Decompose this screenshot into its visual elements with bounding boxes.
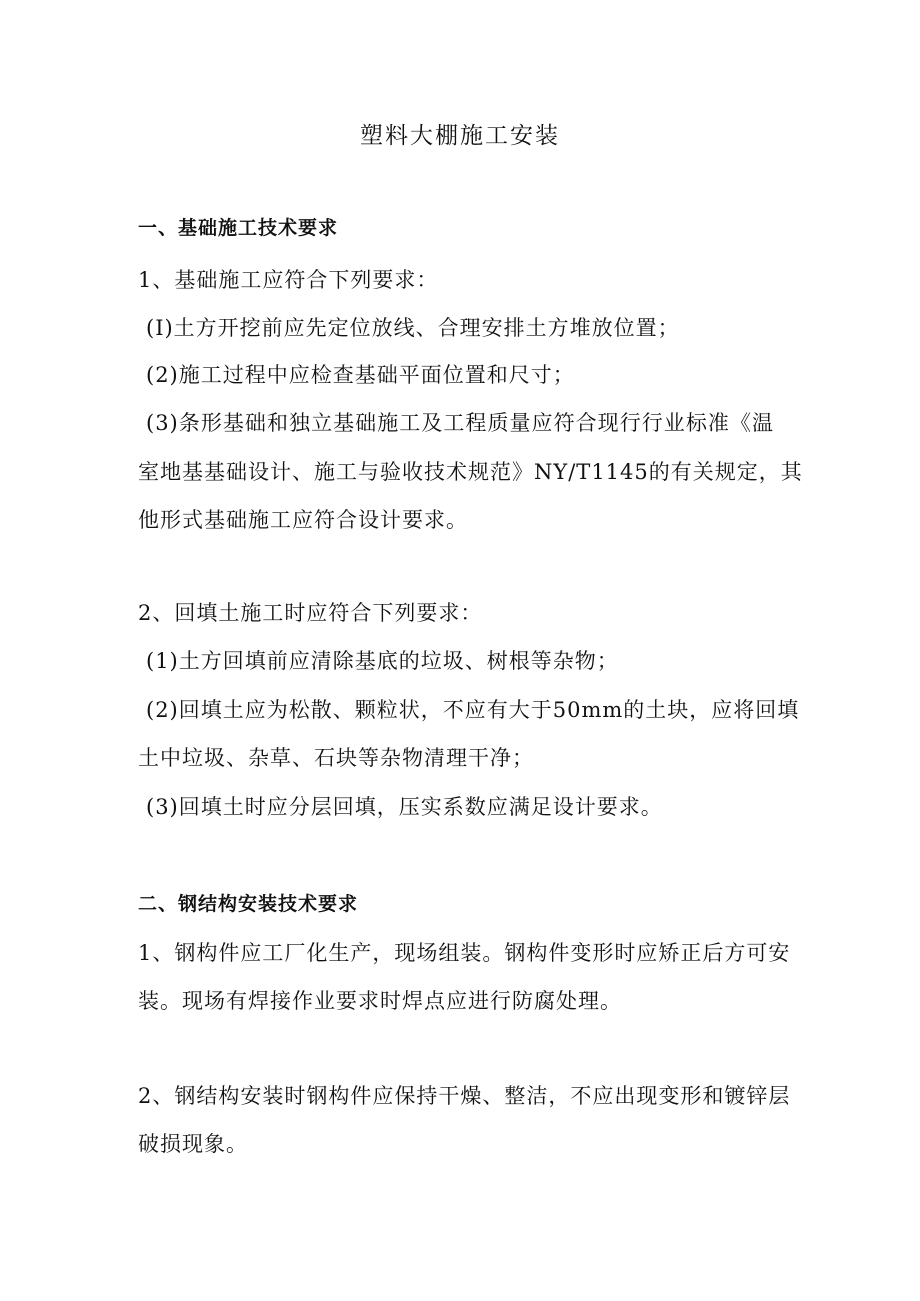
document-title: 塑料大棚施工安装 <box>360 123 560 149</box>
section-1-item-2-sub-2-line-1: (2)回填土应为松散、颗粒状，不应有大于50mm的土块，应将回填 <box>146 698 800 722</box>
section-1-item-1-sub-3-line-1: (3)条形基础和独立基础施工及工程质量应符合现行行业标准《温 <box>146 411 774 435</box>
section-1-item-2-sub-2-line-2: 土中垃圾、杂草、石块等杂物清理干净； <box>138 746 534 770</box>
section-2-heading: 二、钢结构安装技术要求 <box>138 893 359 915</box>
section-2-item-2-line-2: 破损现象。 <box>138 1132 248 1156</box>
section-1-item-1-sub-3-line-2: 室地基基础设计、施工与验收技术规范》NY/T1145的有关规定，其 <box>138 460 803 484</box>
section-2-item-1-line-1: 1、钢构件应工厂化生产，现场组装。钢构件变形时应矫正后方可安 <box>138 941 791 965</box>
section-1-item-2-sub-3: (3)回填土时应分层回填，压实系数应满足设计要求。 <box>146 795 663 819</box>
section-1-item-1-sub-3-line-3: 他形式基础施工应符合设计要求。 <box>138 508 468 532</box>
section-1-heading: 一、基础施工技术要求 <box>138 217 339 239</box>
section-2-item-2-line-1: 2、钢结构安装时钢构件应保持干燥、整洁，不应出现变形和镀锌层 <box>138 1084 791 1108</box>
section-1-item-1-intro: 1、基础施工应符合下列要求： <box>138 268 439 292</box>
section-1-item-1-sub-2: (2)施工过程中应检查基础平面位置和尺寸； <box>146 363 575 387</box>
section-1-item-1-sub-1: (I)土方开挖前应先定位放线、合理安排土方堆放位置； <box>146 316 680 340</box>
section-1-item-2-sub-1: (1)土方回填前应清除基底的垃圾、树根等杂物； <box>146 649 619 673</box>
section-2-item-1-line-2: 装。现场有焊接作业要求时焊点应进行防腐处理。 <box>138 989 622 1013</box>
section-1-item-2-intro: 2、回填土施工时应符合下列要求： <box>138 601 483 625</box>
